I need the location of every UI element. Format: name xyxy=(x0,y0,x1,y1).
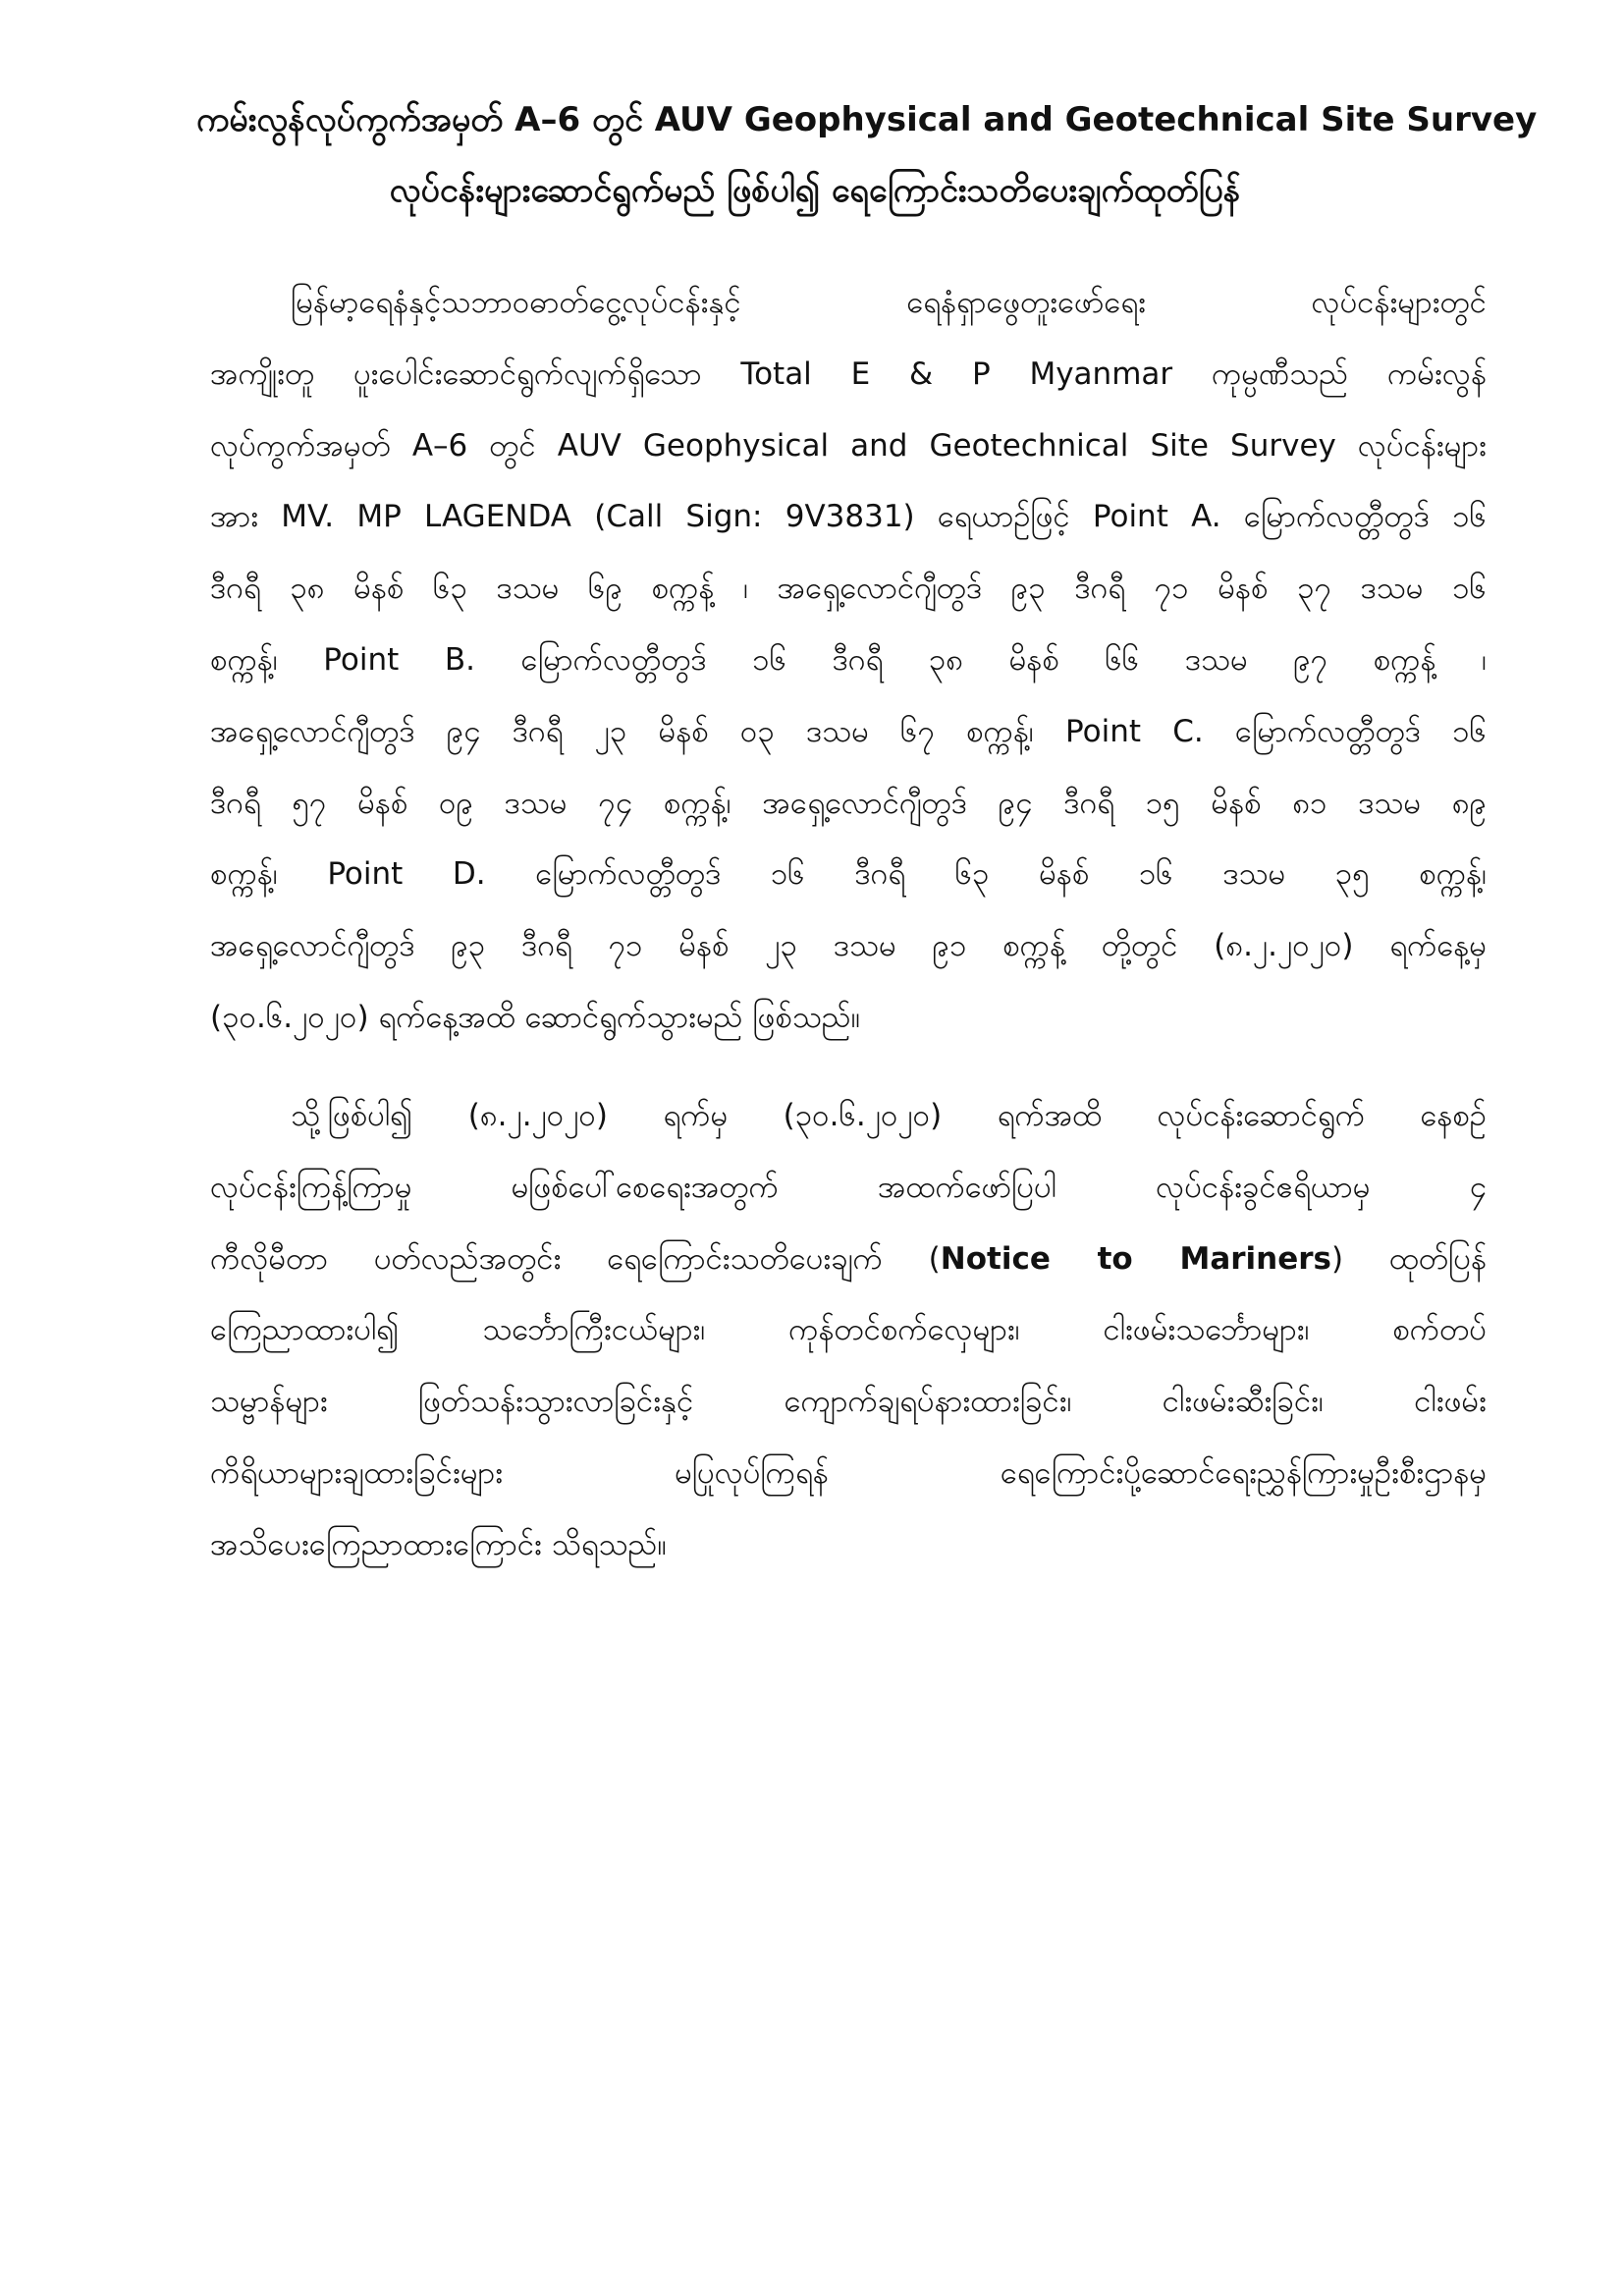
paragraph-1-line: အရှေ့လောင်ဂျီတွဒ် ၉၄ ဒီဂရီ ၂၃ မိနစ် ၀၃ ဒသမ ၆၇ စက္ကန့်၊ Point C. မြောက်လတ္တီတွဒ် ၁၆ xyxy=(210,713,1487,749)
paragraph-1-line: လုပ်ကွက်အမှတ် A–6 တွင် AUV Geophysical and Geotechnical Site Survey လုပ်ငန်းများ xyxy=(210,427,1487,464)
paragraph-2-line: ကိရိယာများချထားခြင်းများ မပြုလုပ်ကြရန် ရေကြောင်းပို့ဆောင်ရေးညွှန်ကြားမှုဦးစီးဌာနမှ xyxy=(210,1454,1487,1491)
paragraph-2-line-3-start: ကီလိုမီတာ ပတ်လည်အတွင်း ရေကြောင်းသတိပေးချက် ( xyxy=(210,1240,941,1277)
paragraph-1-line: မြန်မာ့ရေနံနှင့်သဘာဝဓာတ်ငွေ့လုပ်ငန်းနှင့် ရေနံရှာဖွေတူးဖော်ရေး လုပ်ငန်းများတွင် xyxy=(291,285,1487,320)
paragraph-1-line: အကျိုးတူ ပူးပေါင်းဆောင်ရွက်လျက်ရှိသော Total E & P Myanmar ကုမ္ပဏီသည် ကမ်းလွန် xyxy=(210,355,1487,392)
paragraph-2-line: ကြေညာထားပါ၍ သင်္ဘောကြီးငယ်များ၊ ကုန်တင်စက်လှေများ၊ ငါးဖမ်းသင်္ဘောများ၊ စက်တပ် xyxy=(210,1312,1487,1348)
paragraph-2-line: သမ္ဗာန်များ ဖြတ်သန်းသွားလာခြင်းနှင့် ကျောက်ချရပ်နားထားခြင်း၊ ငါးဖမ်းဆီးခြင်း၊ ငါးဖမ်း xyxy=(210,1384,1487,1420)
paragraph-1-line: (၃၀.၆.၂၀၂၀) ရက်နေ့အထိ ဆောင်ရွက်သွားမည် ဖြစ်သည်။ xyxy=(210,999,861,1035)
paragraph-2-line: အသိပေးကြေညာထားကြောင်း သိရသည်။ xyxy=(210,1526,667,1562)
paragraph-1-line: ဒီဂရီ ၃၈ မိနစ် ၆၃ ဒသမ ၆၉ စက္ကန့် ၊ အရှေ့လောင်ဂျီတွဒ် ၉၃ ဒီဂရီ ၇၁ မိနစ် ၃၇ ဒသမ ၁၆ xyxy=(210,571,1487,607)
paragraph-1 xyxy=(210,267,1487,1054)
paragraph-2-line: လုပ်ငန်းကြန့်ကြာမှု မဖြစ်ပေါ်စေရေးအတွက် အထက်ဖော်ပြပါ လုပ်ငန်းခွင်ဧရိယာမှ ၄ xyxy=(210,1169,1487,1205)
notice-to-mariners-label: Notice to Mariners xyxy=(940,1240,1331,1277)
paragraph-1-line: အား MV. MP LAGENDA (Call Sign: 9V3831) ရေယာဉ်ဖြင့် Point A. မြောက်လတ္တီတွဒ် ၁၆ xyxy=(210,499,1487,535)
paragraph-1-line: အရှေ့လောင်ဂျီတွဒ် ၉၃ ဒီဂရီ ၇၁ မိနစ် ၂၃ ဒသမ ၉၁ စက္ကန့် တို့တွင် (၈.၂.၂၀၂၀) ရက်နေ့မှ xyxy=(210,928,1487,964)
paragraph-2 xyxy=(210,1080,1487,1581)
document-title-line-1: ကမ်းလွန်လုပ်ကွက်အမှတ် A–6 တွင် AUV Geophysical and Geotechnical Site Survey xyxy=(196,100,1538,139)
paragraph-1-line: ဒီဂရီ ၅၇ မိနစ် ၀၉ ဒသမ ၇၄ စက္ကန့်၊ အရှေ့လောင်ဂျီတွဒ် ၉၄ ဒီဂရီ ၁၅ မိနစ် ၈၁ ဒသမ ၈၉ xyxy=(210,785,1487,821)
paragraph-2-line-mixed xyxy=(210,1224,1487,1295)
paragraph-1-line: စက္ကန့်၊ Point B. မြောက်လတ္တီတွဒ် ၁၆ ဒီဂရီ ၃၈ မိနစ် ၆၆ ဒသမ ၉၇ စက္ကန့် ၊ xyxy=(210,641,1487,678)
paragraph-2-line-3-end: ) ထုတ်ပြန် xyxy=(1331,1240,1487,1277)
paragraph-1-line: စက္ကန့်၊ Point D. မြောက်လတ္တီတွဒ် ၁၆ ဒီဂရီ ၆၃ မိနစ် ၁၆ ဒသမ ၃၅ စက္ကန့်၊ xyxy=(210,856,1487,893)
document-title-line-2: လုပ်ငန်းများဆောင်ရွက်မည် ဖြစ်ပါ၍ ရေကြောင်းသတိပေးချက်ထုတ်ပြန် xyxy=(389,171,1241,210)
paragraph-2-line: သို့ဖြစ်ပါ၍ (၈.၂.၂၀၂၀) ရက်မှ (၃၀.၆.၂၀၂၀) ရက်အထိ လုပ်ငန်းဆောင်ရွက် နေစဉ် xyxy=(291,1098,1487,1133)
